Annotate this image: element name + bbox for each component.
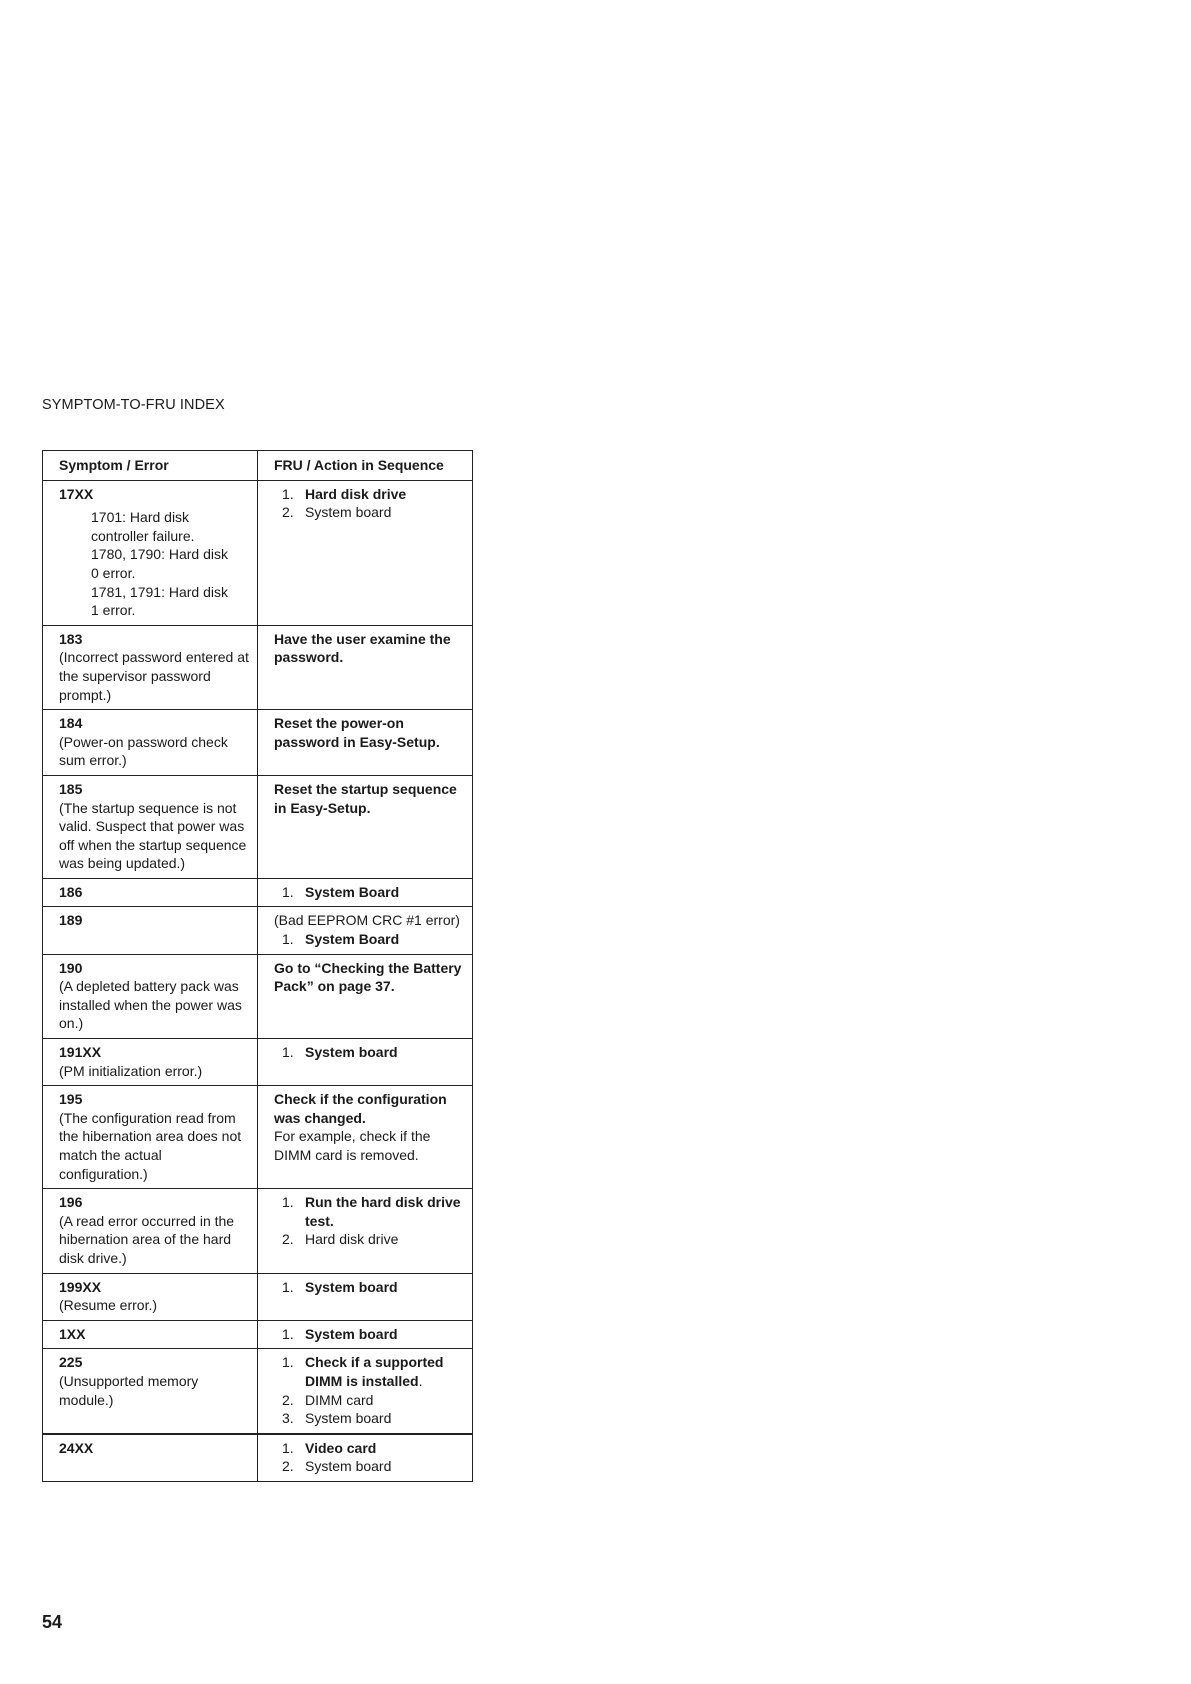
error-description: (Unsupported memory module.) xyxy=(59,1372,199,1408)
action-steps xyxy=(274,485,464,522)
step-item: 1. System board xyxy=(282,1044,398,1061)
step-item: 2. Hard disk drive xyxy=(282,1231,399,1248)
symptom-cell xyxy=(43,1349,258,1434)
action-cell xyxy=(258,907,473,954)
action-cell xyxy=(258,1039,473,1086)
error-code: 189 xyxy=(59,912,83,929)
action-cell xyxy=(258,1434,473,1482)
error-code: 185 xyxy=(59,780,83,797)
action-cell xyxy=(258,625,473,709)
action-steps xyxy=(274,1193,464,1249)
action-steps xyxy=(274,930,464,949)
symptom-cell xyxy=(43,480,258,625)
action-steps xyxy=(274,1439,464,1476)
action-cell xyxy=(258,1189,473,1273)
error-description: (PM initialization error.) xyxy=(59,1062,203,1079)
symptom-cell xyxy=(43,1039,258,1086)
table-row xyxy=(43,1320,473,1349)
error-code: 17XX xyxy=(59,485,94,502)
sub-line: 1781, 1791: Hard disk xyxy=(91,583,228,600)
error-description: (The startup sequence is not valid. Suspect that power was off when the startup sequence was being updated.) xyxy=(59,799,247,872)
error-sublist xyxy=(91,508,249,620)
error-code: 184 xyxy=(59,715,83,732)
symptom-cell xyxy=(43,710,258,776)
table-row xyxy=(43,1039,473,1086)
action-cell xyxy=(258,710,473,776)
step-item: 1. System Board xyxy=(282,931,400,948)
symptom-cell xyxy=(43,1189,258,1273)
symptom-cell xyxy=(43,1086,258,1189)
error-description: (Incorrect password entered at the supervisor password prompt.) xyxy=(59,649,249,703)
action-cell xyxy=(258,480,473,625)
table-row xyxy=(43,1189,473,1273)
symptom-cell xyxy=(43,954,258,1038)
action-steps xyxy=(274,1353,464,1427)
step-item: 1. System board xyxy=(282,1278,398,1295)
step-item: 1. Check if a supported DIMM is installed. xyxy=(282,1354,444,1389)
error-code: 24XX xyxy=(59,1439,94,1456)
step-item: 2. DIMM card xyxy=(282,1391,374,1408)
error-description: (Resume error.) xyxy=(59,1297,158,1314)
error-code: 186 xyxy=(59,883,83,900)
symptom-cell xyxy=(43,907,258,954)
error-description: (A depleted battery pack was installed when the power was on.) xyxy=(59,978,242,1032)
action-steps xyxy=(274,883,464,902)
error-code: 191XX xyxy=(59,1044,102,1061)
error-code: 1XX xyxy=(59,1325,86,1342)
symptom-cell xyxy=(43,625,258,709)
action-text: Reset the startup sequence in Easy-Setup. xyxy=(274,780,457,816)
table-row xyxy=(43,1434,473,1482)
table-row xyxy=(43,1273,473,1320)
table-row xyxy=(43,1086,473,1189)
action-cell xyxy=(258,954,473,1038)
error-description: (Power-on password check sum error.) xyxy=(59,733,228,769)
sub-line: 1780, 1790: Hard disk xyxy=(91,546,228,563)
running-head: SYMPTOM-TO-FRU INDEX xyxy=(42,397,225,413)
error-code: 225 xyxy=(59,1354,83,1371)
error-code: 183 xyxy=(59,630,83,647)
symptom-cell xyxy=(43,1434,258,1482)
error-description: (The configuration read from the hibernation area does not match the actual configuration.) xyxy=(59,1109,242,1182)
step-item: 2. System board xyxy=(282,1458,392,1475)
action-text: Have the user examine the password. xyxy=(274,630,451,666)
symptom-cell xyxy=(43,1273,258,1320)
step-item: 2. System board xyxy=(282,504,392,521)
action-cell xyxy=(258,1086,473,1189)
sub-line: 1 error. xyxy=(91,602,136,619)
step-item: 1. Video card xyxy=(282,1439,377,1456)
symptom-cell xyxy=(43,775,258,878)
table-row xyxy=(43,625,473,709)
step-item: 1. Hard disk drive xyxy=(282,485,407,502)
action-cell xyxy=(258,1349,473,1434)
table-row xyxy=(43,480,473,625)
action-note: (Bad EEPROM CRC #1 error) xyxy=(274,912,460,929)
symptom-cell xyxy=(43,878,258,907)
table-row xyxy=(43,907,473,954)
action-text: Reset the power-on password in Easy-Setup. xyxy=(274,715,440,750)
error-code: 190 xyxy=(59,959,83,976)
page-number: 54 xyxy=(42,1612,63,1632)
action-cell xyxy=(258,1320,473,1349)
column-header-symptom: Symptom / Error xyxy=(43,451,258,481)
error-code: 196 xyxy=(59,1194,83,1211)
step-item: 1. System Board xyxy=(282,883,400,900)
error-description: (A read error occurred in the hibernation area of the hard disk drive.) xyxy=(59,1212,235,1266)
error-code: 195 xyxy=(59,1091,83,1108)
table-row xyxy=(43,710,473,776)
symptom-cell xyxy=(43,1320,258,1349)
step-item: 3. System board xyxy=(282,1410,392,1427)
action-cell xyxy=(258,775,473,878)
step-item: 1. Run the hard disk drive test. xyxy=(282,1194,461,1229)
action-steps xyxy=(274,1043,464,1062)
table-row xyxy=(43,878,473,907)
sub-line: 1701: Hard disk xyxy=(91,509,190,526)
symptom-fru-table xyxy=(42,450,473,1482)
table-row xyxy=(43,954,473,1038)
table-row xyxy=(43,1349,473,1434)
action-steps xyxy=(274,1278,464,1297)
sub-line: 0 error. xyxy=(91,564,136,581)
table-header-row xyxy=(43,451,473,481)
action-note: For example, check if the DIMM card is removed. xyxy=(274,1128,431,1163)
sub-line: controller failure. xyxy=(91,527,195,544)
action-text: Go to “Checking the Battery Pack” on page 37. xyxy=(274,959,462,995)
error-code: 199XX xyxy=(59,1278,102,1295)
action-text: Check if the configuration was changed. xyxy=(274,1091,447,1126)
column-header-action: FRU / Action in Sequence xyxy=(258,451,473,481)
action-steps xyxy=(274,1325,464,1344)
step-item: 1. System board xyxy=(282,1325,398,1342)
table-row xyxy=(43,775,473,878)
action-cell xyxy=(258,1273,473,1320)
action-cell xyxy=(258,878,473,907)
